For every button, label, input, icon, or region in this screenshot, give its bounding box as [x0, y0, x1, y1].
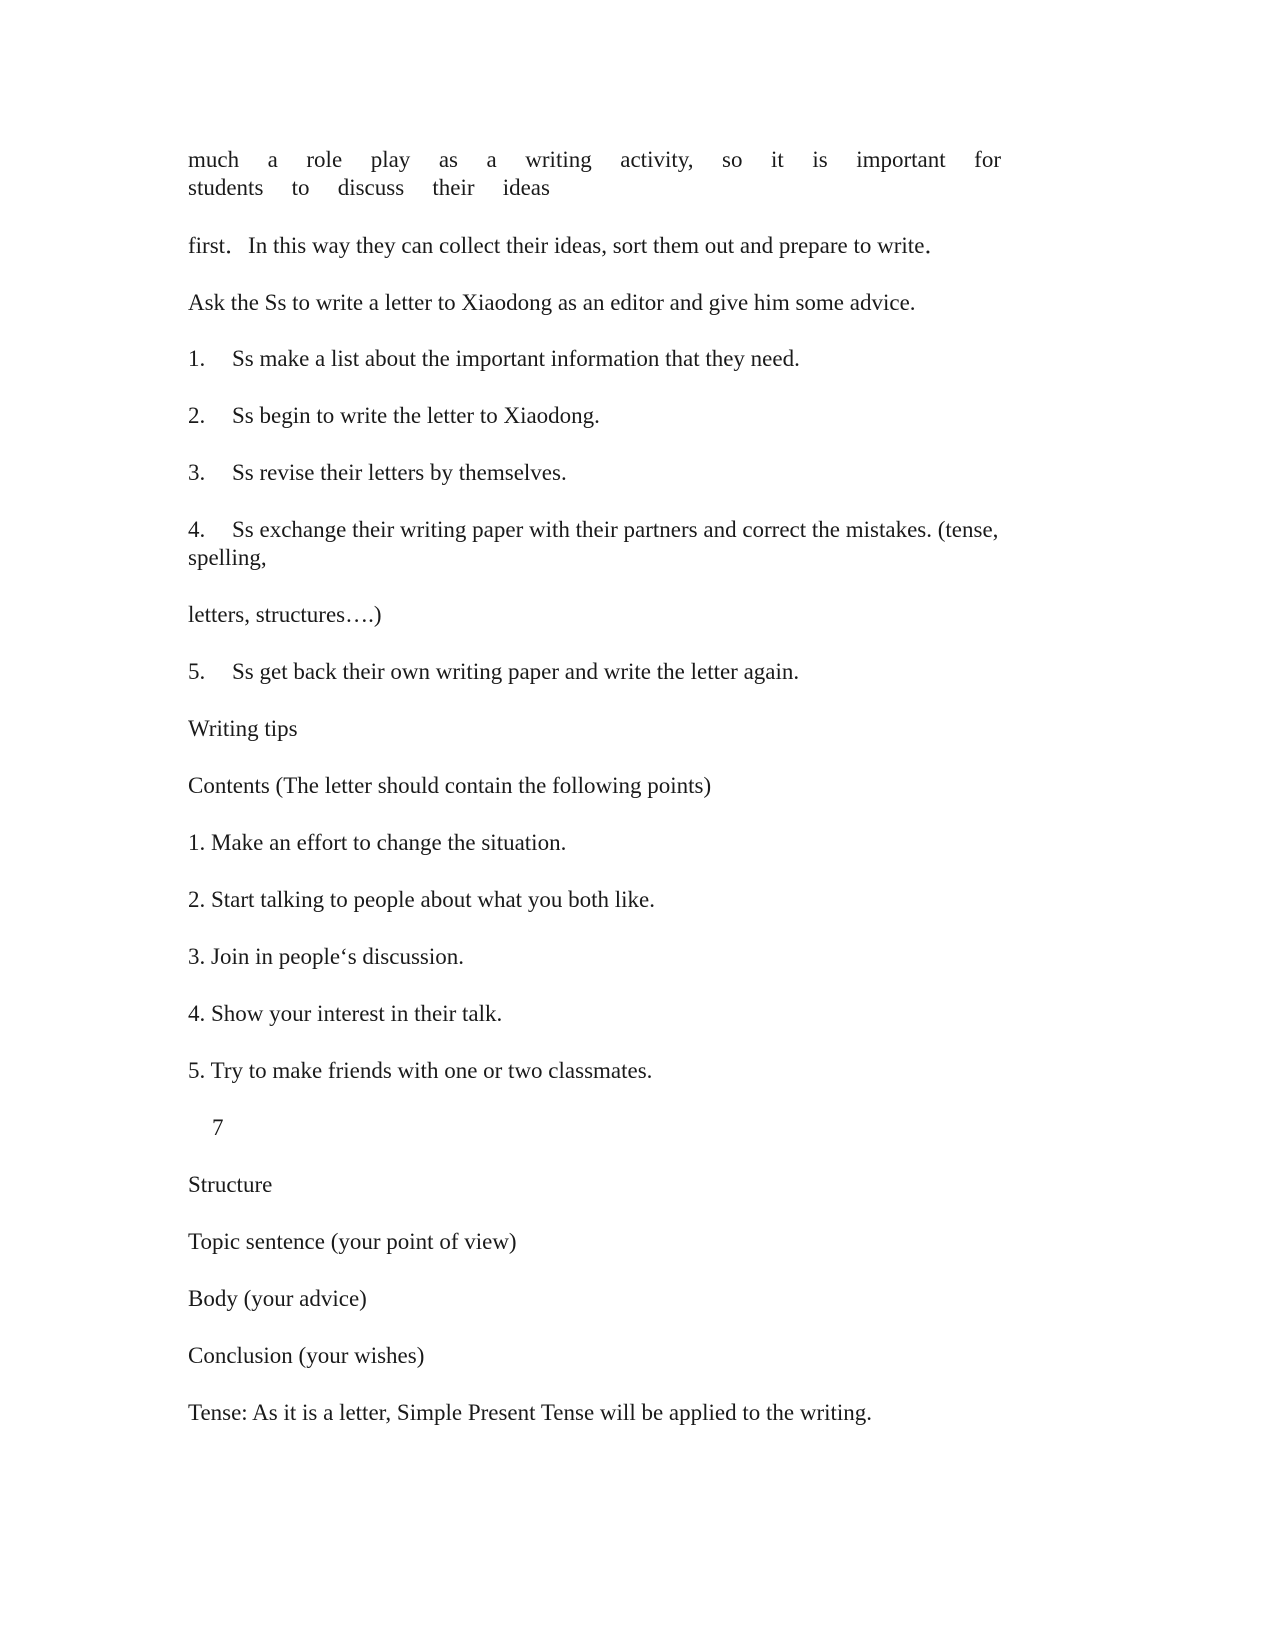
word: ideas: [502, 175, 550, 200]
step-item: [188, 658, 799, 686]
word: students: [188, 175, 264, 200]
step-item: [188, 516, 998, 544]
word: it: [771, 147, 784, 172]
contents-point: 3. Join in people‘s discussion.: [188, 944, 464, 969]
structure-item: Topic sentence (your point of view): [188, 1229, 517, 1254]
contents-point: 2. Start talking to people about what you both like.: [188, 887, 655, 912]
word: much: [188, 147, 240, 172]
step-text: Ss revise their letters by themselves.: [232, 460, 567, 485]
step-text: Ss make a list about the important information that they need.: [232, 346, 800, 371]
step-number: 3.: [188, 460, 206, 485]
contents-point: 4. Show your interest in their talk.: [188, 1001, 503, 1026]
structure-heading: Structure: [188, 1172, 273, 1197]
step-number: 5.: [188, 659, 206, 684]
word: to: [291, 175, 310, 200]
tense-note: Tense: As it is a letter, Simple Present Tense will be applied to the writing.: [188, 1400, 873, 1425]
word: as: [438, 147, 458, 172]
word: for: [974, 147, 1001, 172]
contents-heading: Contents (The letter should contain the following points): [188, 773, 712, 798]
step-continuation: spelling,: [188, 545, 267, 570]
word: their: [432, 175, 475, 200]
word: discuss: [337, 175, 405, 200]
step-number: 4.: [188, 517, 206, 542]
step-text: Ss exchange their writing paper with their partners and correct the mistakes. (tense,: [232, 517, 999, 542]
step-text: Ss get back their own writing paper and write the letter again.: [232, 659, 800, 684]
page-number: 7: [212, 1115, 224, 1140]
word: play: [370, 147, 411, 172]
step-item: [188, 345, 800, 373]
word: so: [722, 147, 743, 172]
word: role: [306, 147, 343, 172]
contents-point: 1. Make an effort to change the situation.: [188, 830, 567, 855]
word: is: [812, 147, 828, 172]
step-number: 2.: [188, 403, 206, 428]
intro-line-1: [188, 146, 1001, 174]
intro-line-2: [188, 174, 550, 202]
step-item: [188, 459, 567, 487]
word: a: [267, 147, 278, 172]
writing-tips-heading: Writing tips: [188, 716, 298, 741]
word: writing: [525, 147, 592, 172]
instruction-text: Ask the Ss to write a letter to Xiaodong as an editor and give him some advice.: [188, 290, 916, 315]
structure-item: Body (your advice): [188, 1286, 367, 1311]
step-item: [188, 402, 600, 430]
step-continuation: letters, structures….): [188, 602, 382, 627]
intro-line-3: first．In this way they can collect their ideas, sort them out and prepare to write．: [188, 233, 948, 258]
structure-item: Conclusion (your wishes): [188, 1343, 425, 1368]
step-number: 1.: [188, 346, 206, 371]
step-text: Ss begin to write the letter to Xiaodong.: [232, 403, 600, 428]
word: activity,: [620, 147, 694, 172]
word: important: [856, 147, 946, 172]
word: a: [486, 147, 497, 172]
contents-point: 5. Try to make friends with one or two classmates.: [188, 1058, 653, 1083]
